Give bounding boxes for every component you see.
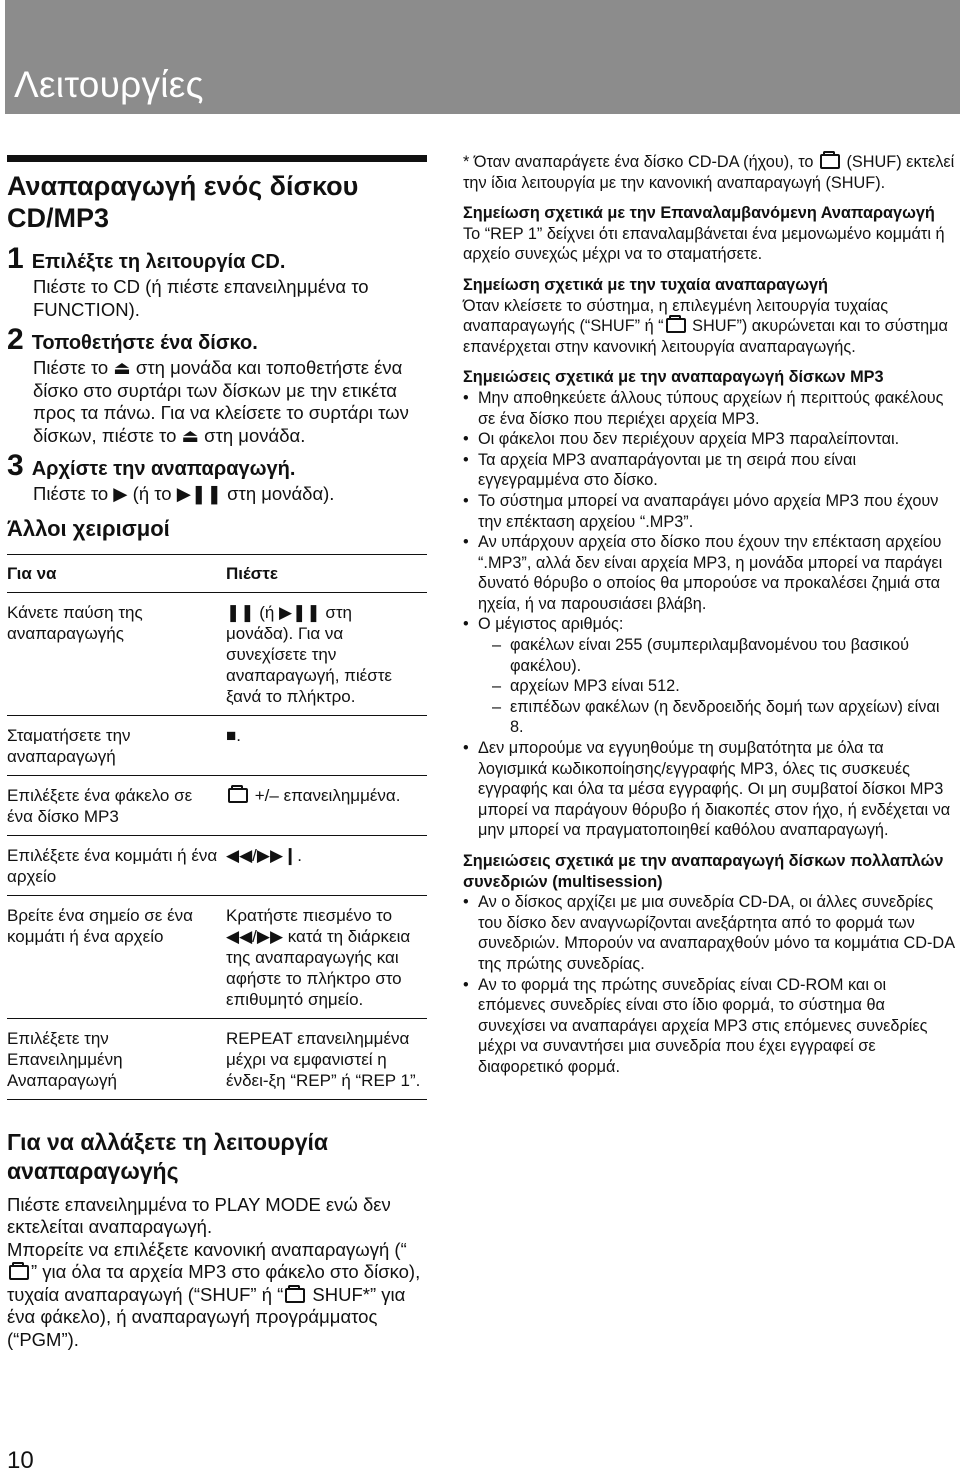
text-fragment: (SHUF) εκτελεί την ίδια λειτουργία με την κανονική αναπαραγωγή (SHUF).	[463, 153, 955, 192]
list-item: • Το σύστημα μπορεί να αναπαράγει μόνο αρχεία MP3 που έχουν την επέκταση αρχείου “.MP3”.	[463, 491, 955, 532]
page-number: 10	[7, 1447, 34, 1474]
task-cell: Επιλέξετε ένα φάκελο σε ένα δίσκο MP3	[7, 775, 226, 835]
list-item: • Τα αρχεία MP3 αναπαράγονται με τη σειρά που είναι εγγεγραμμένα στο δίσκο.	[463, 450, 955, 491]
text-fragment: Ο μέγιστος αριθμός:	[478, 615, 624, 634]
step-body: Πιέστε το CD (ή πιέστε επανειλημμένα το FUNCTION).	[33, 276, 369, 320]
table-row	[7, 1018, 427, 1099]
step-body: Πιέστε το ▶ (ή το ▶❚❚ στη μονάδα).	[33, 483, 335, 504]
text-fragment: SHUF”) ακυρώνεται και το σύστημα επανέρχεται στην κανονική λειτουργία αναπαραγωγής.	[463, 317, 948, 356]
operations-table	[7, 554, 427, 1100]
list-item: • Αν το φορμά της πρώτης συνεδρίας είναι CD-ROM και οι επόμενες συνεδρίες είναι στο ίδιο φορμά, το σύστημα θα συνεχίσει να αναπαράγει αρχεία MP3 στις επόμενες συνεδρίες μέχρι να συναντήσει μια συνεδρία που έχει εγγραφεί σε διαφορετικό φορμά.	[463, 975, 955, 1078]
change-mode-p1: Πιέστε επανειλημμένα το PLAY MODE ενώ δεν εκτελείται αναπαραγωγή.	[7, 1193, 391, 1237]
table-row	[7, 895, 427, 1018]
table-row	[7, 715, 427, 775]
text-fragment: SHUF*” για ένα φάκελο), ή αναπαραγωγή προγράμματος (“PGM”).	[7, 1283, 406, 1350]
step-number: 3	[7, 449, 24, 482]
list-item: • Μην αποθηκεύετε άλλους τύπους αρχείων ή περιττούς φακέλους σε ένα δίσκο που περιέχει αρχεία MP3.	[463, 388, 955, 429]
text-fragment: ” για όλα τα αρχεία MP3 στο φάκελο στο δίσκο), τυχαία αναπαραγωγή (“SHUF” ή “	[7, 1261, 421, 1305]
press-cell: Κρατήστε πιεσμένο το ◀◀/▶▶ κατά τη διάρκεια της αναπαραγωγής και αφήστε το πλήκτρο στο επιθυμητό σημείο.	[226, 895, 427, 1018]
repeat-note-heading: Σημείωση σχετικά με την Επαναλαμβανόμενη Αναπαραγωγή	[463, 204, 935, 223]
list-item: – αρχείων MP3 είναι 512.	[492, 676, 955, 697]
page-title: Λειτουργίες	[14, 64, 204, 105]
table-row	[7, 592, 427, 715]
press-cell: ◀◀/▶▶❙.	[226, 835, 427, 895]
footnote	[463, 152, 955, 193]
other-ops-title: Άλλοι χειρισμοί	[7, 515, 170, 541]
column-header-task: Για να	[7, 554, 226, 592]
press-cell: ■.	[226, 715, 427, 775]
mp3-notes-list	[463, 388, 955, 841]
change-mode-p2	[7, 1239, 427, 1352]
task-cell: Κάνετε παύση της αναπαραγωγής	[7, 592, 226, 715]
left-column	[7, 155, 427, 1351]
section-title: Αναπαραγωγή ενός δίσκου CD/MP3	[7, 171, 359, 233]
step-heading: Αρχίστε την αναπαραγωγή.	[31, 458, 296, 480]
multisession-notes-heading: Σημειώσεις σχετικά με την αναπαραγωγή δίσκων πολλαπλών συνεδριών (multisession)	[463, 852, 944, 891]
column-header-press: Πιέστε	[226, 554, 427, 592]
task-cell: Βρείτε ένα σημείο σε ένα κομμάτι ή ένα αρχείο	[7, 895, 226, 1018]
list-item: • Αν υπάρχουν αρχεία στο δίσκο που έχουν την επέκταση αρχείου “.MP3”, αλλά δεν είναι αρχεία MP3, η μονάδα μπορεί να παράγει δυνατό θόρυβο ο οποίος θα μπορούσε να προκαλέσει ζημιά στα ηχεία, ή να παρουσιάσει βλάβη.	[463, 532, 955, 614]
folder-icon	[666, 318, 686, 333]
press-cell: ❚❚ (ή ▶❚❚ στη μονάδα). Για να συνεχίσετε την αναπαραγωγή, πιέστε ξανά το πλήκτρο.	[226, 592, 427, 715]
list-item: • Οι φάκελοι που δεν περιέχουν αρχεία MP3 παραλείπονται.	[463, 429, 955, 450]
list-item: – φακέλων είναι 255 (συμπεριλαμβανομένου του βασικού φακέλου).	[492, 635, 955, 676]
step-heading: Τοποθετήστε ένα δίσκο.	[31, 332, 258, 354]
change-mode-title: Για να αλλάξετε τη λειτουργία αναπαραγωγής	[7, 1128, 329, 1184]
task-cell: Επιλέξετε ένα κομμάτι ή ένα αρχείο	[7, 835, 226, 895]
step-body: Πιέστε το ⏏ στη μονάδα και τοποθετήστε ένα δίσκο στο συρτάρι των δίσκων με την ετικέτα προς τα πάνω. Για να κλείσετε το συρτάρι των δίσκων, πιέστε το ⏏ στη μονάδα.	[33, 357, 409, 446]
max-numbers-list	[478, 635, 955, 738]
step-1	[7, 244, 427, 321]
press-text: +/– επανειλημμένα.	[254, 785, 401, 805]
table-row	[7, 835, 427, 895]
shuffle-note-heading: Σημείωση σχετικά με την τυχαία αναπαραγωγή	[463, 275, 828, 294]
list-item: – επιπέδων φακέλων (η δενδροειδής δομή των αρχείων) είναι 8.	[492, 697, 955, 738]
multisession-notes-list	[463, 892, 955, 1077]
right-column	[463, 152, 955, 1078]
table-row	[7, 775, 427, 835]
list-item: • Αν ο δίσκος αρχίζει με μια συνεδρία CD-DA, οι άλλες συνεδρίες του δίσκο δεν αναγνωρίζονται ανεξάρτητα από το φορμά των συνεδριών. Μπορούν να αναπαραχθούν μόνο τα κομμάτια CD-DA της πρώτης συνεδρίας.	[463, 892, 955, 974]
step-3	[7, 451, 427, 506]
repeat-note-body: Το “REP 1” δείχνει ότι επαναλαμβάνεται ένα μεμονωμένο κομμάτι ή αρχείο συνεχώς μέχρι να το σταματήσετε.	[463, 224, 945, 264]
press-cell: REPEAT επανειλημμένα μέχρι να εμφανιστεί η ένδει-ξη “REP” ή “REP 1”.	[226, 1018, 427, 1099]
folder-icon	[228, 788, 248, 803]
folder-icon	[9, 1265, 29, 1280]
list-item: • Δεν μπορούμε να εγγυηθούμε τη συμβατότητα με όλα τα λογισμικά κωδικοποίησης/εγγραφής MP3, όλες τις συσκευές εγγραφής και όλα τα μέσα εγγραφής. Οι μη συμβατοί δίσκοι MP3 μπορεί να παράγουν θόρυβο ή διακοπές στον ήχο, ή ενδέχεται να μην μπορεί να πραγματοποιηθεί καθόλου αναπαραγωγή.	[463, 738, 955, 841]
section-rule	[7, 155, 427, 162]
folder-icon	[285, 1288, 305, 1303]
press-cell	[226, 775, 427, 835]
step-2	[7, 325, 427, 447]
step-number: 1	[7, 242, 24, 275]
task-cell: Σταματήσετε την αναπαραγωγή	[7, 715, 226, 775]
text-fragment: Μπορείτε να επιλέξετε κανονική αναπαραγωγή (“	[7, 1238, 407, 1260]
text-fragment: * Όταν αναπαράγετε ένα δίσκο CD-DA (ήχου), το	[463, 153, 818, 171]
text-fragment: Όταν κλείσετε το σύστημα, η επιλεγμένη λειτουργία τυχαίας αναπαραγωγής (“SHUF” ή “	[463, 296, 889, 336]
list-item	[463, 614, 955, 738]
mp3-notes-heading: Σημειώσεις σχετικά με την αναπαραγωγή δίσκων MP3	[463, 368, 884, 387]
step-number: 2	[7, 323, 24, 356]
shuffle-note-body	[463, 296, 955, 358]
folder-icon	[820, 154, 840, 169]
step-heading: Επιλέξτε τη λειτουργία CD.	[31, 251, 286, 273]
task-cell: Επιλέξετε την Επανειλημμένη Αναπαραγωγή	[7, 1018, 226, 1099]
